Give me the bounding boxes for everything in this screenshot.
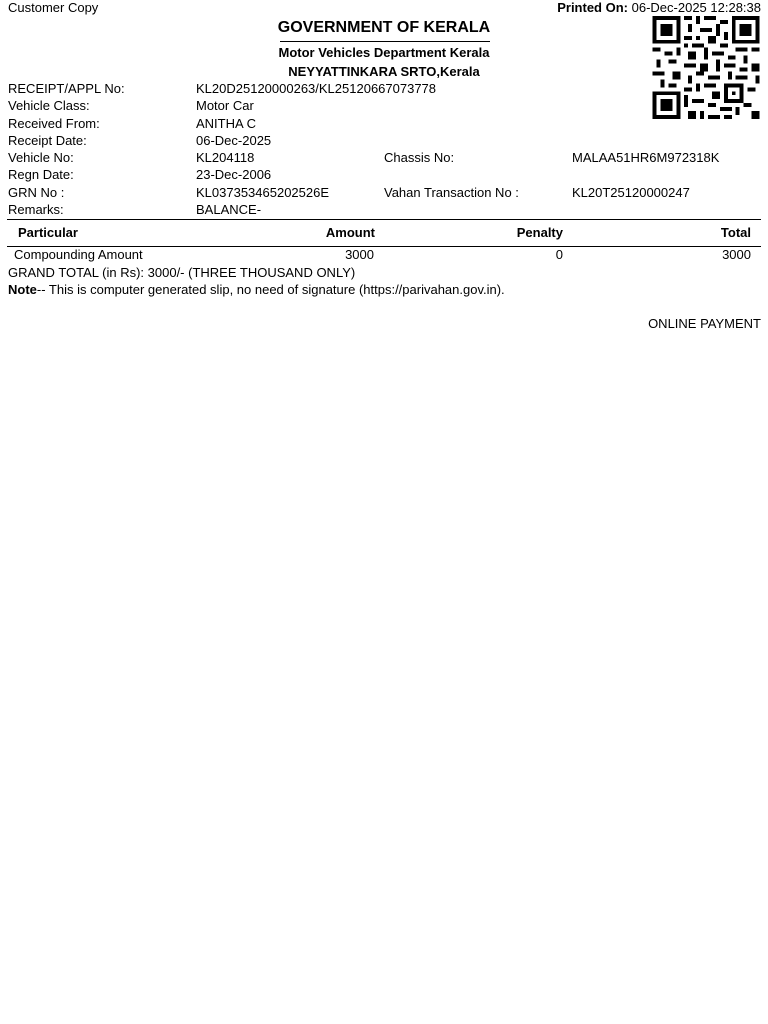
copy-label: Customer Copy [8,0,99,15]
chassis-no-value: MALAA51HR6M972318K [572,150,720,165]
grand-total: GRAND TOTAL (in Rs): 3000/- (THREE THOUSAND ONLY) [8,265,356,280]
title-underline [280,41,490,42]
receipt-no-value: KL20D25120000263/KL25120667073778 [196,81,437,96]
office-name: NEYYATTINKARA SRTO,Kerala [288,64,480,79]
qr-code-icon [652,16,760,119]
table-top-rule [7,219,761,220]
remarks-label: Remarks: [8,202,64,217]
receipt-date-value: 06-Dec-2025 [196,133,272,148]
row-total: 3000 [722,247,751,262]
vehicle-class-value: Motor Car [196,98,254,113]
document-title: GOVERNMENT OF KERALA [277,19,491,36]
remarks-value: BALANCE- [196,202,262,217]
row-amount: 3000 [345,247,374,262]
vehicle-class-label: Vehicle Class: [8,98,90,113]
col-header-total: Total [720,225,751,240]
col-header-particular: Particular [18,225,78,240]
received-from-value: ANITHA C [196,116,256,131]
vehicle-no-label: Vehicle No: [8,150,74,165]
vahan-transaction-value: KL20T25120000247 [572,185,690,200]
note-text: -- This is computer generated slip, no need of signature (https://parivahan.gov.in). [36,282,505,297]
row-penalty: 0 [555,247,563,262]
regn-date-label: Regn Date: [8,167,74,182]
vahan-transaction-label: Vahan Transaction No : [384,185,519,200]
receipt-no-label: RECEIPT/APPL No: [8,81,125,96]
grn-no-value: KL037353465202526E [196,185,330,200]
regn-date-value: 23-Dec-2006 [196,167,272,182]
payment-mode: ONLINE PAYMENT [648,316,761,331]
chassis-no-label: Chassis No: [384,150,455,165]
printed-on-value: 06-Dec-2025 12:28:38 [631,0,761,15]
row-particular: Compounding Amount [14,247,143,262]
receipt-date-label: Receipt Date: [8,133,87,148]
printed-on [557,0,761,15]
vehicle-no-value: KL204118 [196,150,255,165]
received-from-label: Received From: [8,116,100,131]
col-header-amount: Amount [325,225,375,240]
note [8,282,505,297]
department-name: Motor Vehicles Department Kerala [278,45,490,60]
grn-no-label: GRN No : [8,185,65,200]
printed-on-label: Printed On: [557,0,628,15]
note-label: Note [8,282,37,297]
col-header-penalty: Penalty [516,225,563,240]
